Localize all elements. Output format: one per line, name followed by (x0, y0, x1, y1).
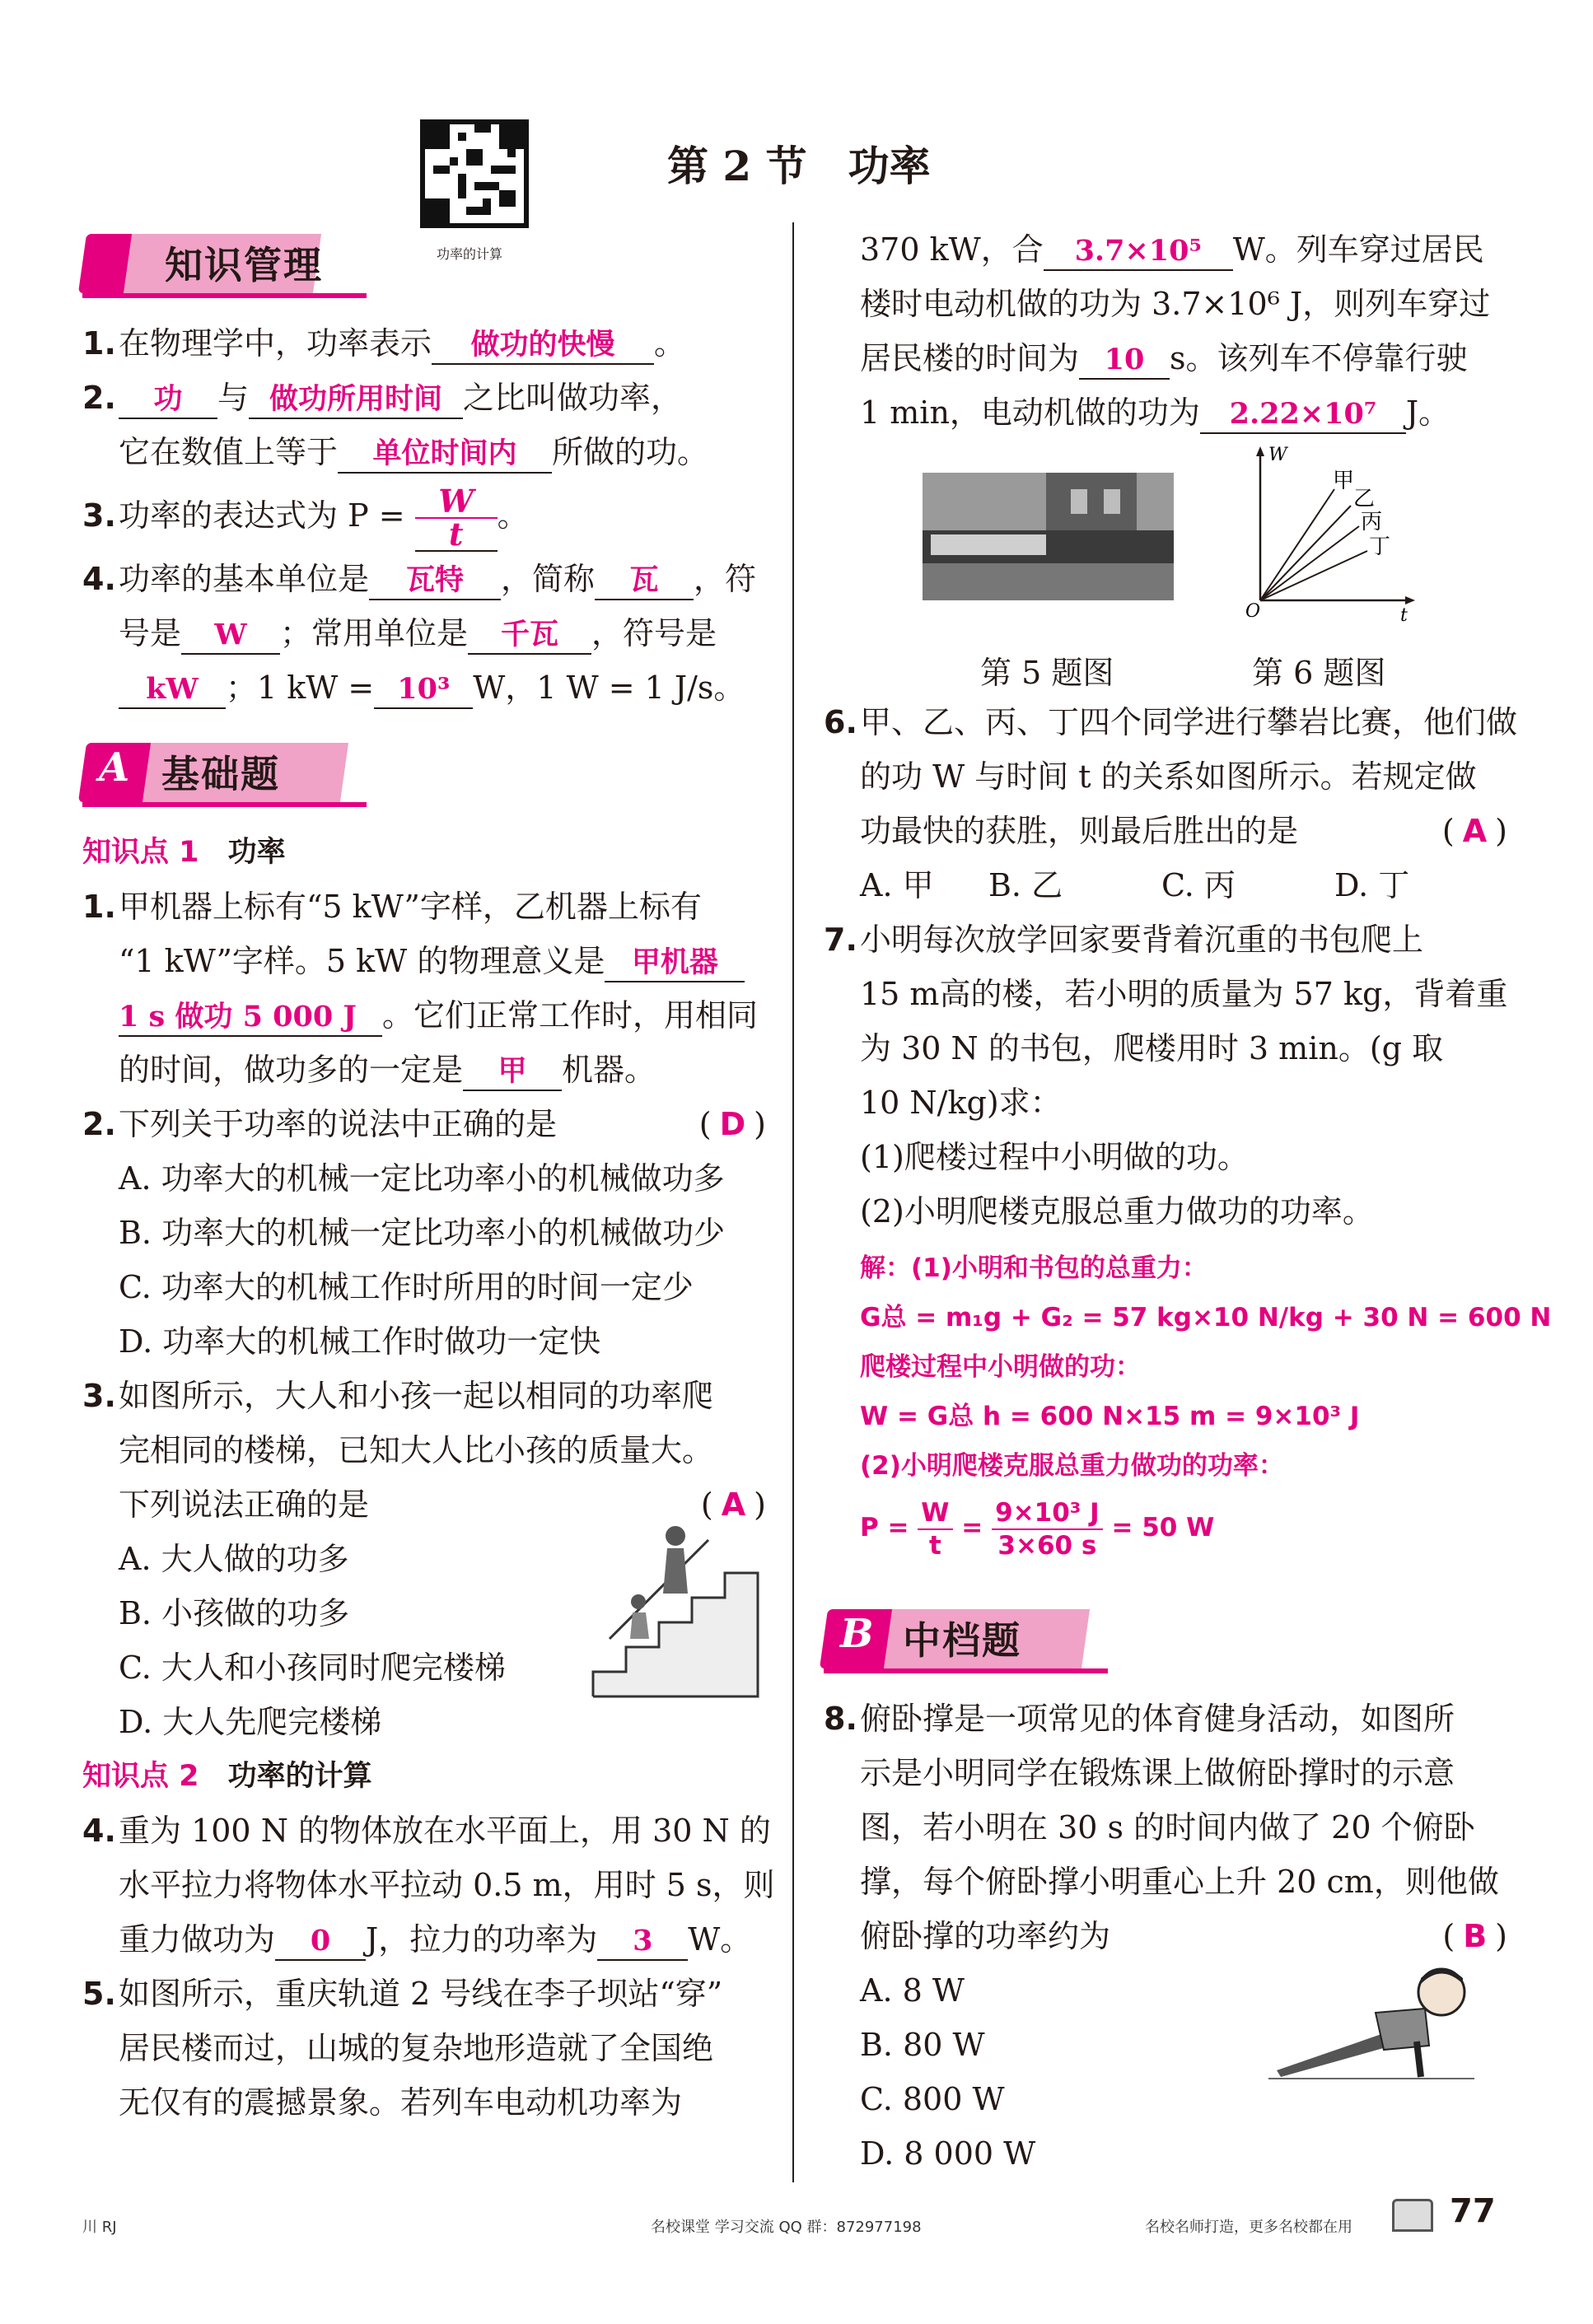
answer-blank[interactable]: 甲机器 (605, 945, 745, 982)
q-number: 4. (82, 1813, 116, 1849)
fraction (992, 1497, 1103, 1561)
answer-blank[interactable]: 功 (119, 381, 217, 419)
q7-line2: 15 m高的楼，若小明的质量为 57 kg，背着重 (860, 976, 1508, 1012)
answer-blank[interactable]: 1 s 做功 5 000 J (119, 999, 382, 1037)
solution-line: 解：(1)小明和书包的总重力： (860, 1253, 1208, 1283)
answer-blank[interactable]: 做功的快慢 (432, 327, 654, 365)
q6-option-c[interactable]: C. 丙 (1161, 867, 1236, 903)
text: s。该列车不停靠行驶 (1170, 340, 1468, 376)
knowledge-point-1 (82, 825, 766, 880)
footer-slogan: 名校名师打造，更多名校都在用 (1145, 2219, 1352, 2236)
text: 功最快的获胜，则最后胜出的是 (860, 813, 1299, 849)
column-divider (792, 222, 794, 2182)
answer-letter: A (1462, 813, 1488, 849)
q-number: 1. (82, 889, 116, 925)
banner-medium (824, 1598, 1507, 1680)
q8-line4: 撑，每个俯卧撑小明重心上升 20 cm，则他做 (860, 1864, 1499, 1900)
q-number: 2. (82, 1106, 116, 1142)
denominator: t (928, 1530, 941, 1561)
answer-blank[interactable]: 10³ (374, 671, 473, 709)
q-number: 3. (82, 497, 116, 534)
q-number: 8. (824, 1701, 857, 1737)
q1-line3 (82, 988, 766, 1043)
q8-line1 (824, 1692, 1507, 1746)
text: 功率的表达式为 P = (119, 497, 405, 534)
q5-cont-line1 (824, 222, 1507, 277)
q1-line2 (82, 934, 766, 988)
answer-blank[interactable]: 瓦特 (369, 562, 501, 600)
fig6-caption: 第 6 题图 (1252, 655, 1386, 691)
q6-line2: 的功 W 与时间 t 的关系如图所示。若规定做 (860, 758, 1477, 795)
graph-label-bing: 丙 (1361, 510, 1383, 534)
text: = (961, 1513, 983, 1542)
q3-option-c[interactable]: C. 大人和小孩同时爬完楼梯 (119, 1650, 506, 1686)
text: 甲机器上标有“5 kW”字样，乙机器上标有 (119, 889, 702, 925)
q2-option-a[interactable]: A. 功率大的机械一定比功率小的机械做功多 (119, 1160, 725, 1197)
q6-option-d[interactable]: D. 丁 (1334, 867, 1410, 903)
text: ；常用单位是 (280, 615, 469, 651)
answer-fraction[interactable] (415, 482, 498, 553)
kp-tag: 知识点 2 (82, 1760, 199, 1793)
q7-solution (824, 1244, 1552, 1565)
banner-title: 知识管理 (165, 243, 323, 287)
graph-label-jia: 甲 (1333, 469, 1355, 493)
q-number: 1. (82, 325, 116, 362)
q-number: 6. (824, 704, 857, 740)
graph-label-ding: 丁 (1369, 534, 1391, 559)
banner-title: 基础题 (161, 752, 280, 796)
q8-line3: 图，若小明在 30 s 的时间内做了 20 个俯卧 (860, 1809, 1475, 1846)
text: 功率的基本单位是 (119, 561, 370, 597)
q7-line4: 10 N/kg)求： (860, 1085, 1062, 1121)
banner-underline (82, 802, 367, 807)
numerator: W (918, 1497, 952, 1530)
answer-choice[interactable]: ( B ) (1442, 1918, 1507, 1954)
text: = 50 W (1111, 1513, 1215, 1542)
text: “1 kW”字样。5 kW 的物理意义是 (119, 943, 605, 979)
q5-cont-line3 (824, 331, 1507, 385)
answer-blank[interactable]: 瓦 (595, 562, 694, 600)
q3-option-b[interactable]: B. 小孩做的功多 (119, 1595, 350, 1631)
text: 下列关于功率的说法中正确的是 (119, 1106, 558, 1142)
solution-formula (860, 1491, 1507, 1565)
text: ；1 kW = (226, 670, 375, 706)
qr-code[interactable] (420, 119, 529, 228)
answer-blank[interactable]: 3.7×10⁵ (1044, 233, 1233, 271)
left-column (82, 222, 775, 2130)
answer-choice[interactable]: ( D ) (698, 1106, 766, 1142)
answer-blank[interactable]: 做功所用时间 (249, 381, 463, 419)
text: ，符 (694, 561, 757, 597)
banner-letter: B (840, 1611, 874, 1657)
text: 俯卧撑是一项常见的体育健身活动，如图所 (860, 1701, 1455, 1737)
text: 甲、乙、丙、丁四个同学进行攀岩比赛，他们做 (860, 704, 1518, 740)
solution-line: W = G总 h = 600 N×15 m = 9×10³ J (860, 1402, 1360, 1431)
qr-caption: 功率的计算 (437, 246, 503, 262)
text: W。列车穿过居民 (1232, 231, 1484, 268)
answer-choice[interactable]: ( A ) (1441, 813, 1507, 849)
text: W，1 W = 1 J/s。 (473, 670, 745, 706)
km-q2 (82, 371, 766, 425)
solution-line: (2)小明爬楼克服总重力做功的功率： (860, 1451, 1284, 1481)
q8-option-a[interactable]: A. 8 W (860, 1972, 965, 2009)
kp-name: 功率 (227, 836, 286, 869)
numerator: 9×10³ J (992, 1497, 1103, 1530)
banner-underline (82, 293, 367, 298)
denominator: t (448, 515, 464, 553)
right-column (824, 222, 1552, 2181)
text: 370 kW，合 (860, 231, 1044, 268)
answer-letter: D (719, 1106, 746, 1142)
banner-title: 中档题 (903, 1618, 1021, 1663)
text: 俯卧撑的功率约为 (860, 1918, 1111, 1954)
q6-options (824, 858, 1507, 912)
text: 如图所示，重庆轨道 2 号线在李子坝站“穿” (119, 1976, 723, 2012)
banner-letter: A (99, 744, 130, 791)
q5-cont-line4 (824, 385, 1507, 440)
answer-blank[interactable]: 10 (1079, 342, 1170, 380)
answer-blank[interactable]: 2.22×10⁷ (1200, 396, 1406, 434)
banner-basic (82, 731, 766, 814)
answer-blank[interactable]: 千瓦 (468, 617, 591, 655)
km-q1 (82, 316, 766, 371)
q6-option-b[interactable]: B. 乙 (988, 867, 1063, 903)
kp-tag: 知识点 1 (82, 836, 199, 869)
text: 重力做功为 (119, 1921, 276, 1958)
answer-blank[interactable]: 单位时间内 (338, 436, 552, 474)
fig5-caption: 第 5 题图 (980, 655, 1114, 691)
q8-line2: 示是小明同学在锻炼课上做俯卧撑时的示意 (860, 1755, 1455, 1791)
text: 。 (497, 497, 529, 534)
q2-option-d[interactable]: D. 功率大的机械工作时做功一定快 (119, 1323, 601, 1360)
text: 在物理学中，功率表示 (119, 325, 432, 362)
fig5-photo (923, 473, 1174, 600)
q8-option-c[interactable]: C. 800 W (860, 2081, 1005, 2117)
km-q4-line2 (82, 606, 766, 660)
q5-cont-line2: 楼时电动机做的功为 3.7×10⁶ J，则列车穿过 (860, 286, 1491, 322)
denominator: 3×60 s (997, 1530, 1097, 1561)
text: ，简称 (501, 561, 596, 597)
figures-row (824, 440, 1507, 646)
graph-origin: O (1245, 601, 1261, 622)
graph-label-yi: 乙 (1353, 487, 1376, 511)
qr-pattern (425, 124, 524, 223)
q3-line1 (82, 1369, 766, 1423)
q2-option-c[interactable]: C. 功率大的机械工作时所用的时间一定少 (119, 1269, 694, 1305)
answer-letter: A (721, 1486, 746, 1523)
graph-xlabel: t (1400, 605, 1408, 626)
text: 号是 (119, 615, 182, 651)
text: 1 min，电动机做的功为 (860, 394, 1200, 431)
q3-options (82, 1532, 766, 1749)
km-q4 (82, 552, 766, 606)
text: 如图所示，大人和小孩一起以相同的功率爬 (119, 1378, 714, 1414)
fig6-graph (1236, 440, 1425, 626)
knowledge-point-2 (82, 1749, 766, 1804)
km-q2-line2 (82, 425, 766, 479)
text: ，符号是 (591, 615, 717, 651)
text: 的时间，做功多的一定是 (119, 1052, 464, 1088)
q8-option-b[interactable]: B. 80 W (860, 2027, 985, 2063)
text: 小明每次放学回家要背着沉重的书包爬上 (860, 922, 1424, 958)
text: 。 (654, 325, 686, 362)
q6-line3 (824, 804, 1507, 858)
q-number: 5. (82, 1976, 116, 2012)
footer-qq: 名校课堂 学习交流 QQ 群：872977198 (651, 2219, 922, 2236)
text: P = (860, 1513, 909, 1542)
answer-blank[interactable]: 3 (597, 1923, 688, 1961)
footer-edition: 川 RJ (82, 2219, 117, 2236)
page-number: 77 (1450, 2192, 1496, 2230)
answer-blank[interactable]: W (181, 617, 280, 655)
q6-line1 (824, 695, 1518, 749)
q5-line3: 无仅有的震撼景象。若列车电动机功率为 (119, 2084, 683, 2121)
q-number: 4. (82, 561, 116, 597)
graph-ylabel: W (1268, 445, 1287, 465)
numerator: W (415, 486, 498, 519)
solution-line: G总 = m₁g + G₂ = 57 kg×10 N/kg + 30 N = 600 N (860, 1303, 1552, 1332)
text: 重为 100 N 的物体放在水平面上，用 30 N 的 (119, 1813, 771, 1849)
km-q3 (82, 479, 766, 552)
q8-option-d[interactable]: D. 8 000 W (860, 2135, 1036, 2172)
q1-line4 (82, 1043, 766, 1097)
answer-blank[interactable]: 0 (275, 1923, 366, 1961)
text: 居民楼的时间为 (860, 340, 1080, 376)
pushup-figure (1260, 1955, 1483, 2087)
page-title: 第 2 节 功率 (667, 142, 931, 190)
banner-underline (824, 1668, 1108, 1673)
q7-sub2: (2)小明爬楼克服总重力做功的功率。 (860, 1193, 1374, 1230)
text: 所做的功。 (552, 434, 709, 470)
stairs-figure (585, 1515, 766, 1705)
q-number: 3. (82, 1378, 116, 1414)
q3-line2: 完相同的楼梯，已知大人比小孩的质量大。 (119, 1432, 714, 1468)
answer-blank[interactable]: kW (119, 671, 226, 709)
q4-line1 (82, 1804, 771, 1858)
graph-line-bing (1260, 526, 1359, 600)
footer-logo-icon (1392, 2199, 1433, 2232)
q-number: 7. (824, 922, 857, 958)
q3-option-d[interactable]: D. 大人先爬完楼梯 (119, 1704, 382, 1740)
q-number: 2. (82, 380, 116, 416)
text: 与 (217, 380, 250, 416)
q3-option-a[interactable]: A. 大人做的功多 (119, 1541, 349, 1577)
q8-options (824, 1963, 1507, 2181)
text: W。 (688, 1921, 752, 1958)
q4-line3 (82, 1912, 766, 1967)
graph-line-yi (1260, 506, 1351, 600)
km-q4-line3 (82, 660, 766, 715)
text: 。它们正常工作时，用相同 (382, 997, 759, 1034)
banner-knowledge (82, 222, 766, 305)
q1-line1 (82, 880, 766, 934)
q7-line1 (824, 912, 1507, 967)
text: 机器。 (562, 1052, 656, 1088)
q7-line3: 为 30 N 的书包，爬楼用时 3 min。(g 取 (860, 1030, 1444, 1066)
answer-blank[interactable]: 甲 (463, 1053, 562, 1091)
q2-stem (82, 1097, 766, 1151)
q2-option-b[interactable]: B. 功率大的机械一定比功率小的机械做功少 (119, 1215, 726, 1251)
q4-line2: 水平拉力将物体水平拉动 0.5 m，用时 5 s，则 (119, 1867, 775, 1903)
q5-line2: 居民楼而过，山城的复杂地形造就了全国绝 (119, 2030, 714, 2066)
q5-line1 (82, 1967, 766, 2021)
fraction (918, 1497, 952, 1561)
text: J，拉力的功率为 (366, 1921, 598, 1958)
figure-captions (824, 646, 1507, 695)
q6-option-a[interactable]: A. 甲 (860, 867, 934, 903)
answer-letter: B (1463, 1918, 1488, 1954)
text: 它在数值上等于 (119, 434, 339, 470)
text: J。 (1405, 394, 1451, 431)
q7-sub1: (1)爬楼过程中小明做的功。 (860, 1139, 1249, 1175)
answer-choice[interactable]: ( A ) (700, 1486, 766, 1523)
text: 之比叫做功率， (463, 380, 683, 416)
text: 下列说法正确的是 (119, 1486, 370, 1523)
kp-name: 功率的计算 (227, 1760, 372, 1793)
solution-line: 爬楼过程中小明做的功： (860, 1352, 1141, 1382)
